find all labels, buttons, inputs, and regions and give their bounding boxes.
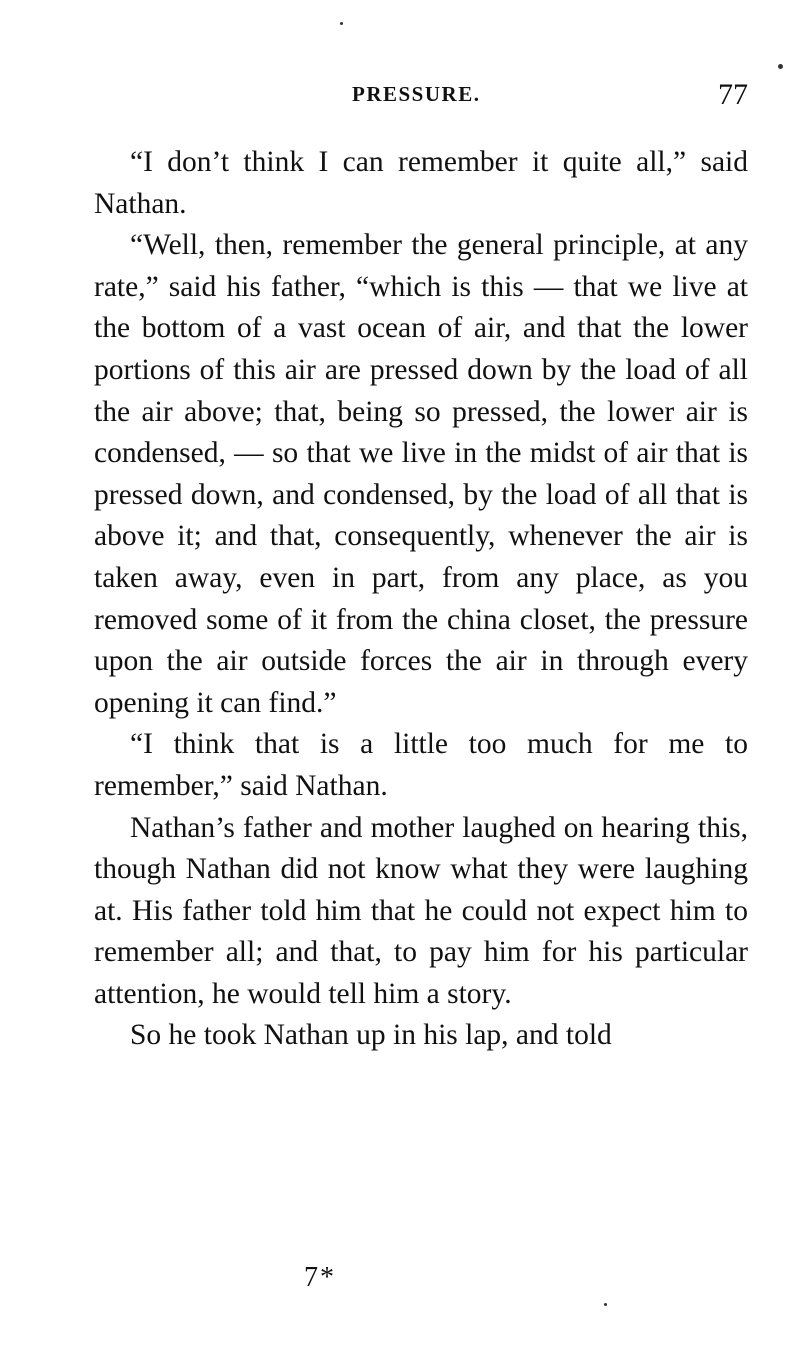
print-speck (604, 1303, 607, 1306)
signature-mark: 7* (304, 1262, 336, 1293)
paragraph: “Well, then, remember the general principle, at any rate,” said his father, “which is this — that we live at the bottom of a vast ocean of air, and that the lower portions of this air are pressed down by the load of all the air above; that, being so pressed, the lower air is condensed, — so that we live in the midst of air that is pressed down, and condensed, by the load of all that is above it; and that, consequently, whenever the air is taken away, even in part, from any place, as you removed some of it from the china closet, the pressure upon the air outside forces the air in through every opening it can find.” (94, 229, 748, 719)
paragraph: Nathan’s father and mother laughed on hearing this, though Nathan did not know what they were laughing at. His father told him that he could not expect him to remember all; and that, to pay him for his particular attention, he would tell him a story. (94, 811, 748, 1010)
paragraph: “I think that is a little too much for me to remember,” said Nathan. (94, 728, 748, 802)
book-page (94, 0, 748, 1346)
page-number: 77 (718, 78, 748, 111)
paragraph: “I don’t think I can remember it quite all,” said Nathan. (94, 146, 748, 220)
paragraph: So he took Nathan up in his lap, and told (130, 1019, 612, 1052)
body-text (94, 142, 748, 1057)
page-header (94, 78, 748, 118)
print-speck (340, 22, 343, 25)
print-speck (778, 64, 783, 69)
running-head: PRESSURE. (352, 82, 481, 106)
